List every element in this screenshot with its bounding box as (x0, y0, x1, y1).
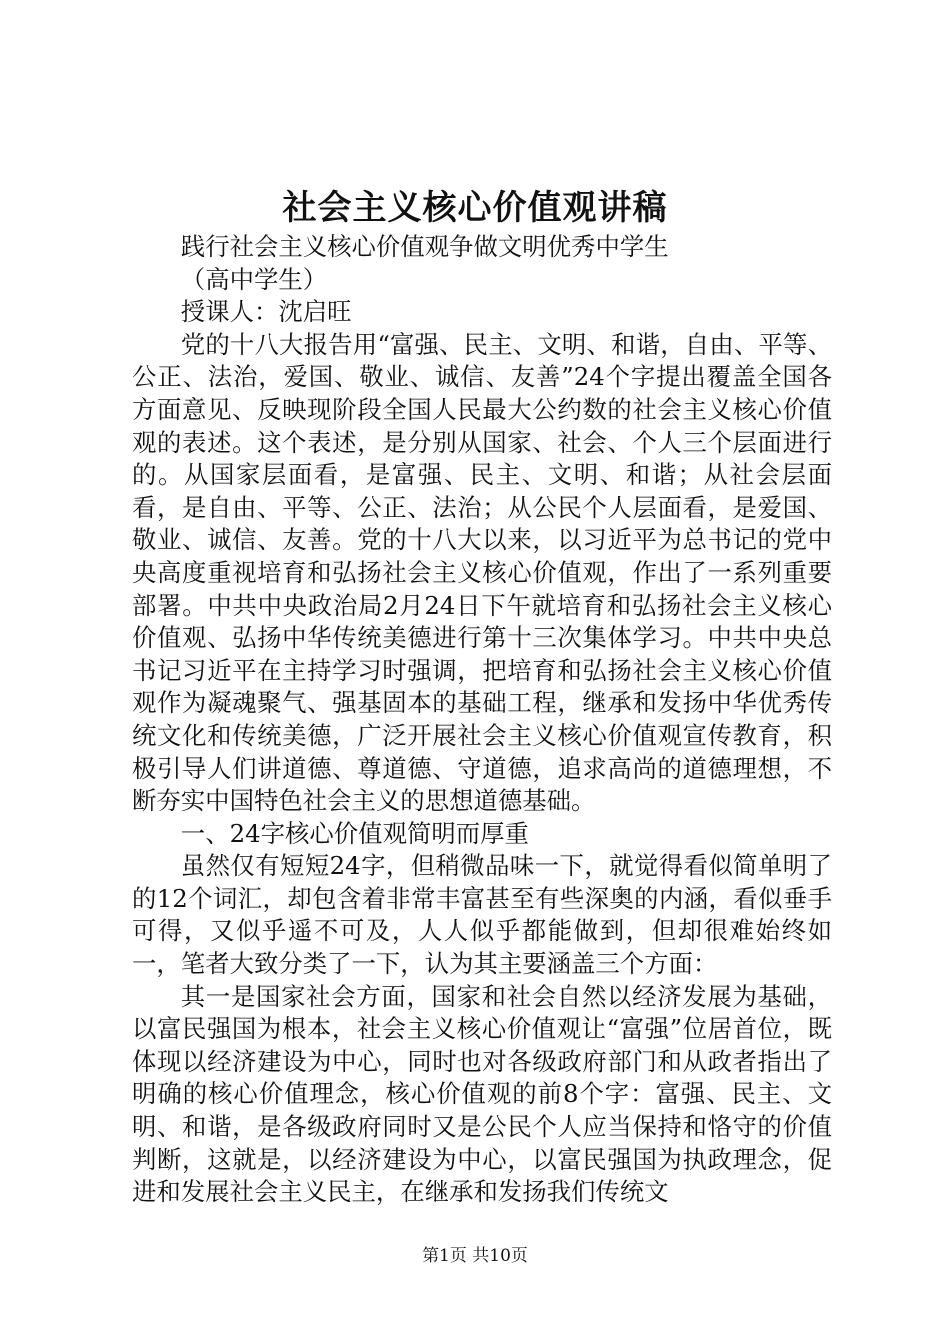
document-title: 社会主义核心价值观讲稿 (282, 188, 668, 228)
body-paragraph: 其一是国家社会方面，国家和社会自然以经济发展为基础，以富民强国为根本，社会主义核心价值观让“富强”位居首位，既体现以经济建设为中心，同时也对各级政府部门和从政者指出了明确的核心价值理念，核心价值观的前8个字：富强、民主、文明、和谐，是各级政府同时又是公民个人应当保持和恪守的价值判断，这就是，以经济建设为中心，以富民强国为执政理念，促进和发展社会主义民主，在继承和发扬我们传统文 (132, 981, 832, 1207)
audience-line: （高中学生） (180, 264, 328, 294)
intro-paragraph: 党的十八大报告用“富强、民主、文明、和谐，自由、平等、公正、法治，爱国、敬业、诚信、友善”24个字提出覆盖全国各方面意见、反映现阶段全国人民最大公约数的社会主义核心价值观的表述。这个表述，是分别从国家、社会、个人三个层面进行的。从国家层面看，是富强、民主、文明、和谐；从社会层面看，是自由、平等、公正、法治；从公民个人层面看，是爱国、敬业、诚信、友善。党的十八大以来，以习近平为总书记的党中央高度重视培育和弘扬社会主义核心价值观，作出了一系列重要部署。中共中央政治局2月24日下午就培育和弘扬社会主义核心价值观、弘扬中华传统美德进行第十三次集体学习。中共中央总书记习近平在主持学习时强调，把培育和弘扬社会主义核心价值观作为凝魂聚气、强基固本的基础工程，继承和发扬中华优秀传统文化和传统美德，广泛开展社会主义核心价值观宣传教育，积极引导人们讲道德、尊道德、守道德，追求高尚的道德理想，不断夯实中国特色社会主义的思想道德基础。 (132, 329, 832, 816)
body-paragraph: 虽然仅有短短24字，但稍微品味一下，就觉得看似简单明了的12个词汇，却包含着非常丰富甚至有些深奥的内涵，看似垂手可得，又似乎遥不可及，人人似乎都能做到，但却很难始终如一，笔者大致分类了一下，认为其主要涵盖三个方面： (132, 851, 832, 979)
document-body (132, 231, 832, 1209)
subtitle-line: 践行社会主义核心价值观争做文明优秀中学生 (180, 232, 669, 261)
section-heading: 一、24字核心价值观简明而厚重 (180, 818, 529, 848)
lecturer-line: 授课人：沈启旺 (180, 297, 352, 327)
page-footer: 第1页 共10页 (422, 1246, 528, 1266)
